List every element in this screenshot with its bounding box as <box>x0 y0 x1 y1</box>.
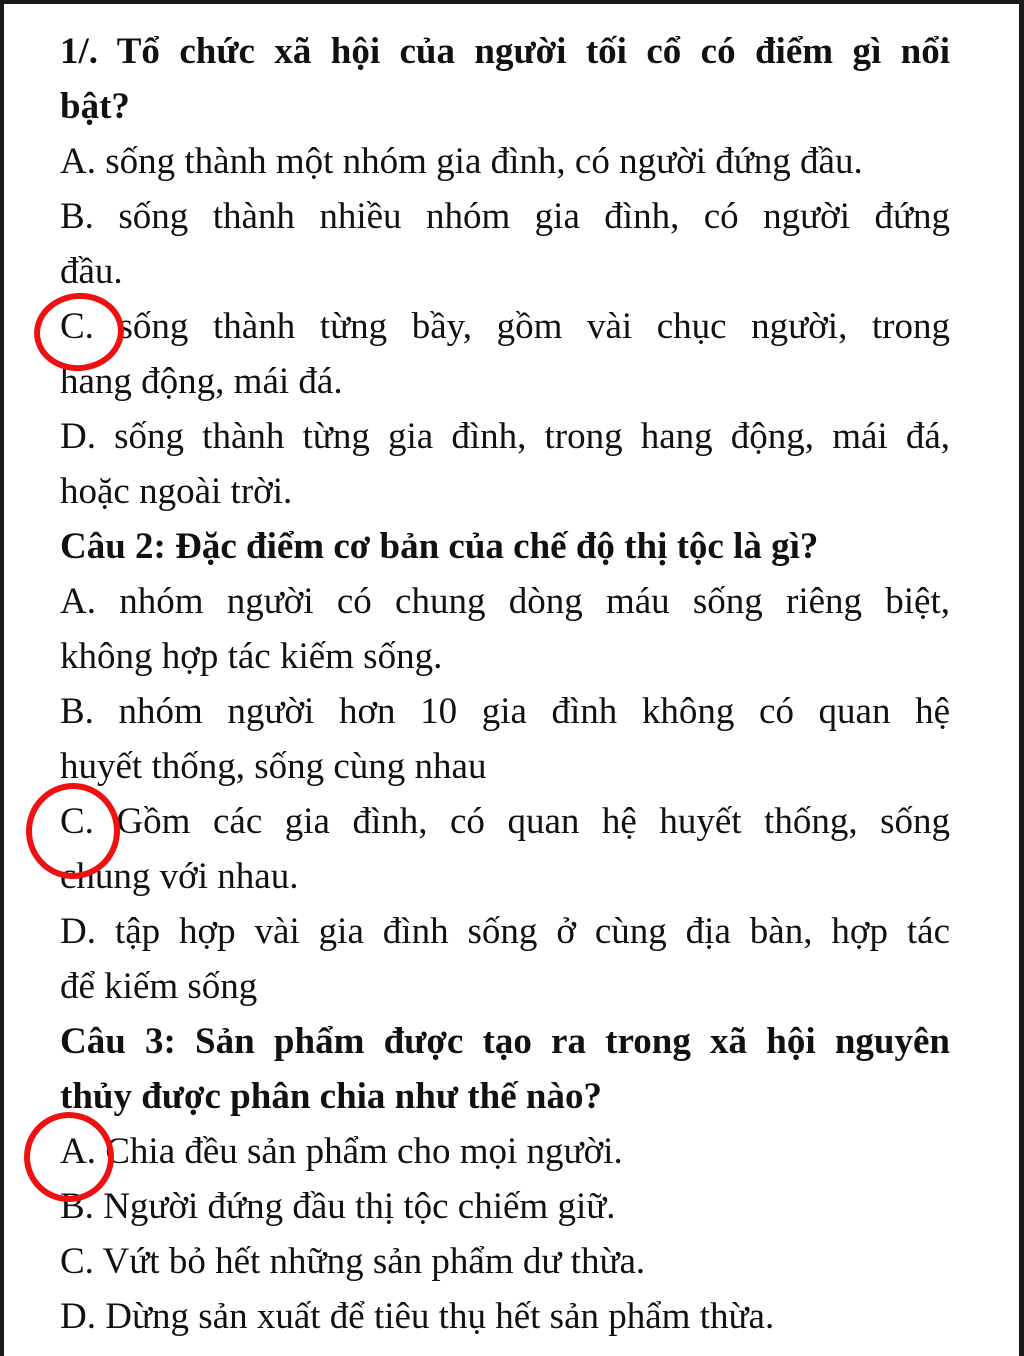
option-text: Chia đều sản phẩm cho mọi người. <box>105 1131 623 1172</box>
option-text: Người đứng đầu thị tộc chiếm giữ. <box>103 1186 616 1227</box>
option-letter: A. <box>60 1131 96 1172</box>
option-text: Gồm các gia đình, có quan hệ huyết thống, sống <box>116 801 950 842</box>
question-2-option-d[interactable] <box>60 904 950 1014</box>
option-text-continued: hoặc ngoài trời. <box>60 471 293 512</box>
option-text-continued: để kiếm sống <box>60 966 258 1007</box>
question-3-text-line-1: Câu 3: Sản phẩm được tạo ra trong xã hội nguyên <box>60 1021 950 1062</box>
option-letter: B. <box>60 196 94 237</box>
option-text: Vứt bỏ hết những sản phẩm dư thừa. <box>102 1241 646 1282</box>
option-letter: D. <box>60 416 96 457</box>
option-letter: B. <box>60 691 94 732</box>
question-1-option-b[interactable] <box>60 189 950 299</box>
option-text: tập hợp vài gia đình sống ở cùng địa bàn, hợp tác <box>114 911 951 952</box>
option-text: sống thành nhiều nhóm gia đình, có người đứng <box>118 196 950 237</box>
question-3-option-c[interactable] <box>60 1234 950 1289</box>
question-3-option-a[interactable] <box>60 1124 950 1179</box>
question-2-option-c[interactable] <box>60 794 950 904</box>
option-text-continued: huyết thống, sống cùng nhau <box>60 746 487 787</box>
right-border <box>1019 0 1024 1356</box>
top-border <box>0 0 1024 4</box>
question-3-text-line-2: thủy được phân chia như thế nào? <box>60 1076 602 1117</box>
option-letter: D. <box>60 1296 96 1337</box>
option-text-continued: không hợp tác kiếm sống. <box>60 636 443 677</box>
option-letter: A. <box>60 581 96 622</box>
question-2-option-b[interactable] <box>60 684 950 794</box>
option-letter: A. <box>60 141 96 182</box>
option-text-continued: hang động, mái đá. <box>60 361 343 402</box>
option-text-continued: chung với nhau. <box>60 856 299 897</box>
question-2-text-line-1: Câu 2: Đặc điểm cơ bản của chế độ thị tộc là gì? <box>60 526 819 567</box>
option-text: nhóm người hơn 10 gia đình không có quan hệ <box>118 691 950 732</box>
option-text: sống thành từng bầy, gồm vài chục người, trong <box>118 306 951 347</box>
option-text-continued: đầu. <box>60 251 123 292</box>
option-letter: C. <box>60 801 94 842</box>
question-1-text-line-2: bật? <box>60 86 130 127</box>
question-1 <box>60 24 950 519</box>
option-letter: B. <box>60 1186 94 1227</box>
option-text: Dừng sản xuất để tiêu thụ hết sản phẩm thừa. <box>105 1296 775 1337</box>
question-1-option-a[interactable] <box>60 134 950 189</box>
quiz-content <box>60 24 950 1344</box>
question-2 <box>60 519 950 1014</box>
option-letter: D. <box>60 911 96 952</box>
left-border <box>0 0 4 1356</box>
option-letter: C. <box>60 1241 94 1282</box>
question-1-option-d[interactable] <box>60 409 950 519</box>
question-3-option-d[interactable] <box>60 1289 950 1344</box>
question-1-option-c[interactable] <box>60 299 950 409</box>
option-text: nhóm người có chung dòng máu sống riêng biệt, <box>119 581 951 622</box>
option-letter: C. <box>60 306 94 347</box>
question-2-option-a[interactable] <box>60 574 950 684</box>
option-text: sống thành một nhóm gia đình, có người đứng đầu. <box>105 141 863 182</box>
option-text: sống thành từng gia đình, trong hang động, mái đá, <box>114 416 950 457</box>
question-3-option-b[interactable] <box>60 1179 950 1234</box>
question-3 <box>60 1014 950 1344</box>
question-1-text-line-1: 1/. Tổ chức xã hội của người tối cổ có điểm gì nổi <box>60 31 950 72</box>
